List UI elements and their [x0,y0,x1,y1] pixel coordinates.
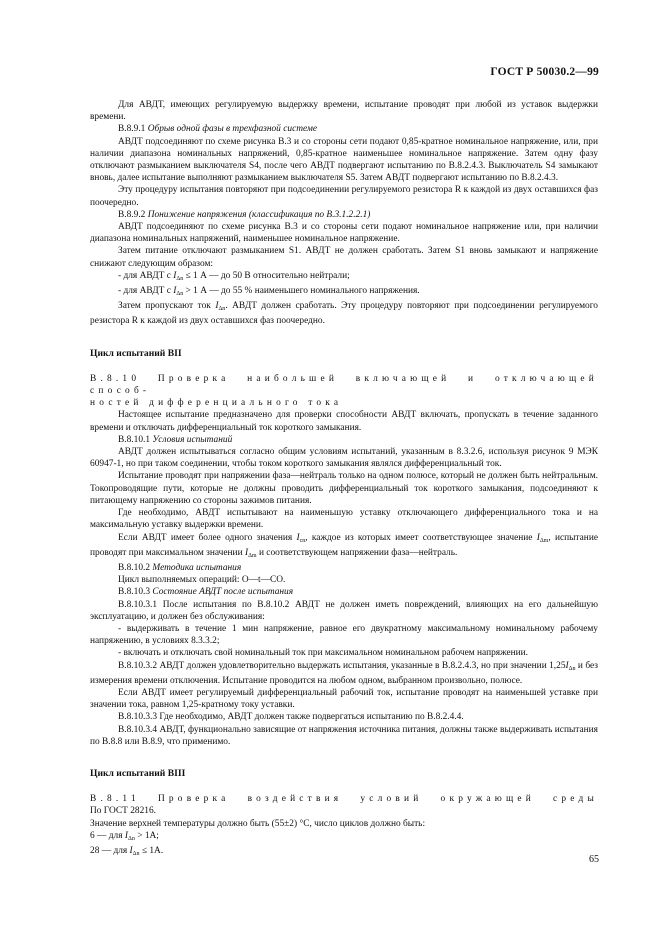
section-heading [90,373,598,397]
subscript: Δn [176,291,184,298]
list-item [90,285,598,300]
list-item [90,845,598,860]
section-number: В.8.11 [90,794,140,805]
subsection-number: В.8.10.3 [118,587,153,598]
paragraph: Эту процедуру испытания повторяют при подсоединении регулируемого резистора R к каждой из двух оставшихся фаз поочередно. [90,185,598,208]
list-item: - выдерживать в течение 1 мин напряжение, равное его двукратному максимальному номинальному рабочему напряжению, в условиях 8.3.3.2; [90,623,598,647]
current-symbol: I [536,532,540,543]
section-title: Цикл испытаний ВII [90,347,182,359]
subsection-heading [90,586,598,598]
current-symbol: I [173,270,177,281]
text: 6 — для [90,830,125,841]
paragraph [90,532,598,562]
paragraph [90,660,598,687]
section-title-line: Проверка воздействия условий окружающей среды [157,794,599,805]
text: - для АВДТ с [118,286,174,297]
text: Затем пропускают ток [118,301,216,312]
subscript: Δn [218,306,226,313]
list-item [90,830,598,845]
paragraph: Для АВДТ, имеющих регулируемую выдержку времени, испытание проводят при любой из уставок выдержки времени. [90,100,598,123]
subscript: Δn [176,275,184,282]
paragraph: В.8.10.3.3 Где необходимо, АВДТ должен также подвергаться испытанию по В.8.2.4.4. [118,712,464,723]
text: - для АВДТ с [118,270,174,281]
current-symbol: I [173,286,177,297]
subscript: cn [299,537,306,544]
paragraph: Где необходимо, АВДТ испытывают на наименьшую уставку отключающего дифференциального тока и на максимальную уставку выдержки времени. [90,508,598,531]
paragraph: Настоящее испытание предназначено для проверки способности АВДТ включать, пропускать в течение заданного времени и отключать дифференциальный ток короткого замыкания. [90,410,598,433]
text: > 1 А — до 55 % наименьшего номинального напряжения. [183,286,420,297]
document-body [90,99,598,860]
current-symbol: I [215,301,219,312]
subsection-heading [90,209,598,221]
current-symbol: I [129,845,133,856]
list-item [90,270,598,285]
paragraph: В.8.10.3.4 АВДТ, функционально зависящие от напряжения источника питания, должны также выдерживать испытания по В.8.8 или В.8.9, что применимо. [90,724,598,747]
current-symbol: I [124,830,128,841]
subsection-title: Обрыв одной фазы в трехфазной системе [147,124,318,135]
subsection-title: Состояние АВДТ после испытания [152,587,294,598]
section-heading-continued: ностей дифференциального тока [90,398,343,409]
page-number: 65 [589,854,599,865]
list-item: - включать и отключать свой номинальный ток при максимальном номинальном рабочем напряжении. [118,648,529,659]
current-symbol: I [565,660,569,671]
subscript: Δm [539,537,549,544]
text: , испытание проводят при максимальном значении [90,532,599,558]
paragraph: АВДТ подсоединяют по схеме рисунка В.3 и со стороны сети подают 0,85-кратное номинальное напряжение, или, при наличии диапазона номинальных напряжений, 0,85-кратное наименьшее номинальное напряжение. Затем одну фазу отключают размыканием выключателя S4, после чего АВДТ подвергают испытанию по В.8.2.4.3. Выключатель S4 замыкают вновь, далее испытание выполняют размыканием выключателя S5. Затем АВДТ подвергают испытанию по В.8.2.4.3. [90,136,598,184]
text: ≤ 1 А — до 50 В относительно нейтрали; [183,270,350,281]
paragraph: Если АВДТ имеет регулируемый дифференциальный рабочий ток, испытание проводят на наименьшей уставке при значении тока, равном 1,25-кратному току уставки. [90,687,598,711]
text: Если АВДТ имеет более одного значения [118,532,297,543]
paragraph: В.8.10.3.1 После испытания по В.8.10.2 АВДТ не должен иметь повреждений, влияющих на его дальнейшую эксплуатацию, и должен без обслуживания: [90,599,598,622]
subscript: Δn [127,835,135,842]
document-code: ГОСТ Р 50030.2—99 [490,66,599,78]
paragraph: Затем питание отключают размыканием S1. АВДТ не должен сработать. Затем S1 вновь замыкают и напряжение снижают следующим образом: [90,246,598,269]
text: > 1А; [134,830,159,841]
text: , каждое из которых имеет соответствующее значение [305,532,537,543]
subsection-heading [90,123,598,135]
subsection-title: Методика испытания [152,562,242,573]
section-title: Цикл испытаний ВIII [90,767,186,779]
subsection-number: В.8.9.1 [118,124,148,135]
subscript: Δn [132,850,140,857]
text: 28 — для [90,845,130,856]
subsection-heading [90,434,598,446]
current-symbol: I [244,547,249,558]
paragraph: АВДТ подсоединяют по схеме рисунка В.3 и со стороны сети подают номинальное напряжение или, при наличии диапазона номинальных напряжений, наименьшее номинальное напряжение. [90,222,598,245]
paragraph: Значение верхней температуры должно быть (55±2) °С, число циклов должно быть: [90,818,426,829]
subsection-title: Понижение напряжения (классификация по В.3.1.2.2.1) [147,209,371,220]
section-number: В.8.10 [90,373,141,384]
subsection-title: Условия испытаний [152,434,233,445]
current-symbol: I [296,532,300,543]
subsection-number: В.8.9.2 [118,209,148,220]
subsection-heading [90,562,598,574]
text: и без измерения времени отключения. Испытание проводится на любом одном, выбранном произвольно, полюсе. [90,660,598,686]
subsection-number: В.8.10.2 [118,562,153,573]
text: ≤ 1А. [139,845,164,856]
paragraph [90,300,598,327]
subscript: Δn [568,665,576,672]
subscript: Δm [248,552,257,559]
paragraph: Испытание проводят при напряжении фаза—нейтраль только на одном полюсе, который не должен быть нейтральным. Токопроводящие пути, которые не должны проводить дифференциальный ток короткого замыкания, подсоединяют к питающему напряжению со стороны зажимов питания. [90,471,598,506]
section-title-line: Проверка наибольшей включающей и отключающей способ- [90,373,598,397]
subsection-number: В.8.10.1 [118,434,153,445]
text: и соответствующем напряжении фаза—нейтраль. [256,547,458,558]
text: В.8.10.3.2 АВДТ должен удовлетворительно выдержать испытания, указанные в В.8.2.4.3, но при значении 1,25 [118,660,566,671]
section-heading [90,793,598,805]
paragraph: АВДТ должен испытываться согласно общим условиям испытаний, указанным в 8.3.2.6, используя рисунок 9 МЭК 60947-1, но при таком соединении, чтобы током короткого замыкания являлся дифференциальный ток. [90,447,598,470]
paragraph: Цикл выполняемых операций: О—t—СО. [118,575,286,586]
text: . АВДТ должен сработать. Эту процедуру повторяют при подсоединении регулируемого резистора R к каждой из двух оставшихся фаз поочередно. [90,301,598,327]
paragraph: По ГОСТ 28216. [90,806,156,817]
